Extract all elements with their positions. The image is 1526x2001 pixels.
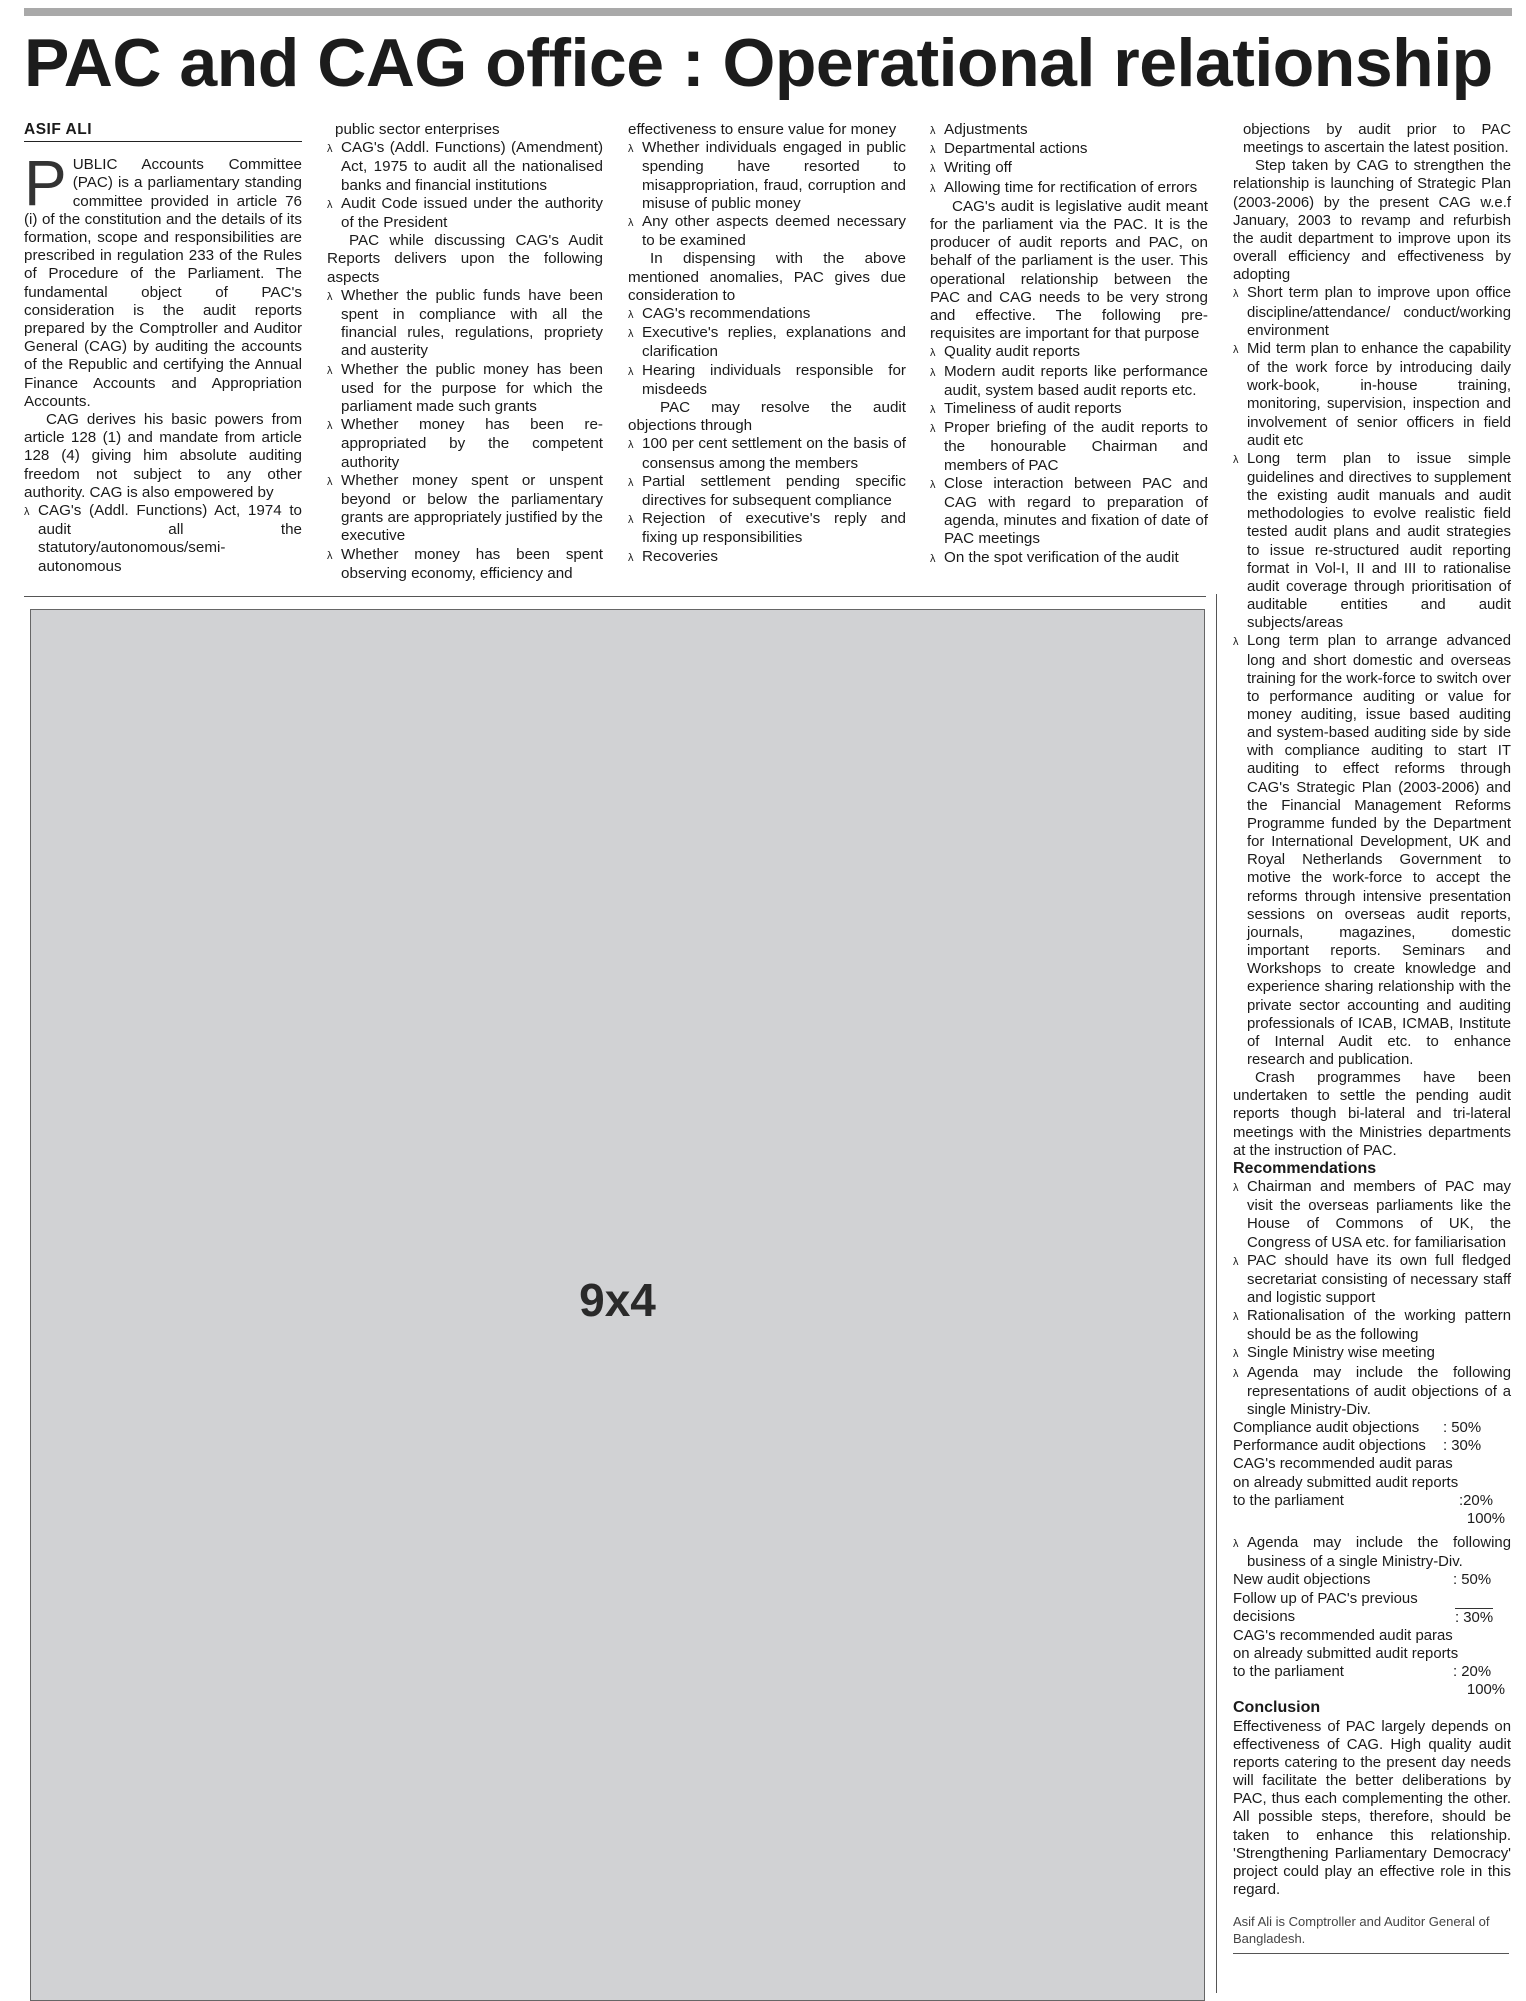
- table-value: : 30%: [1455, 1609, 1494, 1626]
- author-bio: Asif Ali is Comptroller and Auditor General of Bangladesh.: [1233, 1914, 1490, 1947]
- bullet-item: [24, 502, 302, 576]
- bullet-icon: λ: [628, 476, 634, 489]
- paragraph: effectiveness to ensure value for money: [628, 121, 897, 138]
- bullet-icon: λ: [327, 143, 333, 156]
- bullet-text: Recoveries: [642, 547, 718, 565]
- bullet-item: [628, 305, 906, 324]
- paragraph: Crash programmes have been undertaken to settle the pending audit reports though bi-lateral and tri-lateral meetings with the Ministries departments at the instruction of PAC.: [1233, 1070, 1511, 1159]
- bullet-text: Rejection of executive's reply and fixing up responsibilities: [642, 510, 906, 547]
- table-label: to the parliament: [1233, 1664, 1344, 1681]
- bullet-item: [930, 549, 1208, 568]
- bullet-icon: λ: [930, 347, 936, 360]
- paragraph: CAG's audit is legislative audit meant for the parliament via the PAC. It is the producer of audit reports and PAC, on behalf of the parliament is the user. This operational relationship between the PAC and CAG needs to be very strong and effective. The following pre-requisites are important for that purpose: [930, 197, 1208, 343]
- top-rule: [24, 8, 1512, 16]
- bullet-icon: λ: [327, 290, 333, 303]
- bullet-item: [930, 475, 1208, 549]
- lead-text: UBLIC Accounts Committee (PAC) is a parliamentary standing committee provided in article 76 (i) of the constitution and the details of its formation, scope and responsibilities are prescribed in regulation 233 of the Rules of Procedure of the Parliament. The fundamental object of PAC's consideration is the audit reports prepared by the Comptroller and Auditor General (CAG) by auditing the accounts of the Republic and certifying the Annual Finance Accounts and Appropriation Accounts.: [24, 156, 302, 410]
- bullet-text: Quality audit reports: [944, 343, 1080, 361]
- bullet-item: [1233, 632, 1511, 1069]
- table-value: : 20%: [1453, 1664, 1492, 1681]
- paragraph: public sector enterprises: [335, 121, 500, 138]
- bullet-text: CAG's recommendations: [642, 305, 811, 323]
- article-column-5: [1233, 121, 1511, 1947]
- table-total: 100%: [1466, 1682, 1505, 1699]
- table-line: CAG's recommended audit paras: [1233, 1456, 1453, 1473]
- bullet-item: [1233, 1364, 1511, 1419]
- bullet-text: Whether money spent or unspent beyond or below the parliamentary grants are appropriately justified by the executive: [341, 471, 603, 545]
- bullet-icon: λ: [628, 439, 634, 452]
- bullet-text: Long term plan to arrange advanced long and short domestic and overseas training for the work-force to switch over to performance auditing or value for money auditing, issue based auditing and system-based auditing side by side with compliance auditing to start IT auditing to effect reforms through CAG's Strategic Plan (2003-2006) and the Financial Management Reforms Programme funded by the Department for International Development, UK and Royal Netherlands Government to motive the work-force to accept the reforms through intensive presentation sessions on overseas audit reports, journals, magazines, domestic important reports. Seminars and Workshops to create knowledge and experience sharing relationship with the private sector accounting and auditing professionals of ICAB, ICMAB, Institute of Internal Audit etc. to enhance research and publication.: [1247, 633, 1511, 1068]
- bullet-item: [1233, 1252, 1511, 1307]
- bullet-icon: λ: [1233, 636, 1239, 649]
- bullet-item: [628, 510, 906, 547]
- bullet-icon: λ: [628, 365, 634, 378]
- bullet-icon: λ: [1233, 1367, 1239, 1380]
- bullet-item: [327, 546, 603, 583]
- bullet-text: Allowing time for rectification of errors: [944, 178, 1198, 196]
- bullet-icon: λ: [628, 514, 634, 527]
- paragraph: Effectiveness of PAC largely depends on effectiveness of CAG. High quality audit reports catering to the present day needs will facilitate the better deliberations by PAC, thus each complementing the other. All possible steps, therefore, should be taken to enhance this relationship. 'Strengthening Parliamentary Democracy' project could play an effective role in this regard.: [1233, 1718, 1511, 1898]
- bullet-item: [1233, 284, 1511, 339]
- bullet-text: PAC should have its own full fledged secretariat consisting of necessary staff and logistic support: [1247, 1252, 1511, 1306]
- table-row: [1233, 1608, 1511, 1627]
- bullet-icon: λ: [327, 198, 333, 211]
- bullet-icon: λ: [24, 506, 30, 519]
- bullet-icon: λ: [1233, 1182, 1239, 1195]
- bullet-item: [930, 400, 1208, 419]
- bullet-item: [628, 139, 906, 213]
- bullet-item: [930, 159, 1208, 178]
- article-column-1: [24, 121, 302, 576]
- bullet-text: Whether the public money has been used for the purpose for which the parliament made such grants: [341, 360, 603, 416]
- table-row: [1233, 1663, 1511, 1681]
- bullet-icon: λ: [930, 404, 936, 417]
- bullet-item: [327, 287, 603, 361]
- bullet-icon: λ: [628, 217, 634, 230]
- paragraph: objections by audit prior to PAC meetings to ascertain the latest position.: [1243, 122, 1511, 157]
- bullet-item: [930, 121, 1208, 140]
- drop-cap: P: [24, 147, 67, 220]
- bullet-text: Rationalisation of the working pattern should be as the following: [1247, 1308, 1511, 1344]
- article-column-3: [628, 121, 906, 567]
- bullet-icon: λ: [327, 475, 333, 488]
- column-divider: [1216, 594, 1217, 1993]
- table-label: to the parliament: [1233, 1492, 1344, 1509]
- table-line: Follow up of PAC's previous: [1233, 1590, 1418, 1607]
- bullet-text: Any other aspects deemed necessary to be examined: [642, 213, 906, 250]
- bullet-item: [628, 324, 906, 361]
- bullet-item: [628, 362, 906, 399]
- end-rule: [1233, 1953, 1509, 1954]
- bullet-icon: λ: [1233, 343, 1239, 356]
- bullet-item: [327, 361, 603, 417]
- bullet-item: [327, 472, 603, 546]
- bullet-text: 100 per cent settlement on the basis of consensus among the members: [642, 435, 906, 472]
- table-label: decisions: [1233, 1608, 1296, 1625]
- bullet-text: Long term plan to issue simple guidelines and directives to supplement the existing audit manuals and audit methodologies to evolve realistic field tested audit plans and audit strategies to issue re-structured audit reporting format in Vol-I, II and III to rationalise audit coverage through prioritisation of auditable entities and audit subjects/areas: [1247, 450, 1511, 632]
- bullet-item: [327, 195, 603, 232]
- bullet-icon: λ: [1233, 288, 1239, 301]
- bullet-icon: λ: [930, 478, 936, 491]
- table-value: : 50%: [1453, 1572, 1492, 1589]
- table-line: CAG's recommended audit paras: [1233, 1627, 1453, 1644]
- table-value: : 30%: [1443, 1438, 1482, 1455]
- bullet-text: Hearing individuals responsible for misdeeds: [642, 361, 906, 398]
- paragraph: Step taken by CAG to strengthen the relationship is launching of Strategic Plan (2003-2006) by the present CAG w.e.f January, 2003 to revamp and refurbish the audit department to improve upon its overall efficiency and effectiveness by adopting: [1233, 158, 1511, 284]
- bullet-item: [930, 140, 1208, 159]
- bullet-icon: λ: [628, 328, 634, 341]
- paragraph: CAG derives his basic powers from article 128 (1) and mandate from article 128 (4) giving him absolute auditing freedom not subject to any other authority. CAG is also empowered by: [24, 411, 302, 501]
- bullet-text: Mid term plan to enhance the capability of the work force by introducing daily work-book, in-house training, monitoring, supervision, inspection and involvement of senior officers in field audit etc: [1247, 340, 1511, 449]
- bullet-icon: λ: [1233, 1255, 1239, 1268]
- bullet-item: [1233, 340, 1511, 450]
- table-value: :20%: [1459, 1492, 1493, 1509]
- bullet-text: Whether the public funds have been spent in compliance with all the financial rules, regulations, propriety and austerity: [341, 286, 603, 360]
- bullet-icon: λ: [327, 420, 333, 433]
- subheading-recommendations: Recommendations: [1233, 1159, 1377, 1177]
- bullet-item: [930, 343, 1208, 362]
- bullet-text: Agenda may include the following business of a single Ministry-Div.: [1247, 1535, 1511, 1571]
- bullet-item: [327, 139, 603, 195]
- bullet-icon: λ: [1233, 1348, 1239, 1361]
- bullet-text: Audit Code issued under the authority of the President: [341, 194, 603, 232]
- table-label: Compliance audit objections: [1233, 1420, 1420, 1437]
- bullet-item: [327, 416, 603, 472]
- table-row: [1233, 1437, 1511, 1455]
- bullet-text: Whether individuals engaged in public spending have resorted to misappropriation, fraud, corruption and misuse of public money: [642, 139, 906, 212]
- bullet-item: [1233, 450, 1511, 633]
- bullet-text: Whether money has been re-appropriated by the competent authority: [341, 416, 603, 471]
- ad-placeholder: [30, 609, 1205, 2001]
- bullet-text: CAG's (Addl. Functions) (Amendment) Act, 1975 to audit all the nationalised banks and financial institutions: [341, 139, 603, 194]
- bullet-icon: λ: [930, 144, 936, 157]
- paragraph: PAC while discussing CAG's Audit Reports delivers upon the following aspects: [327, 232, 603, 286]
- bullet-text: Close interaction between PAC and CAG with regard to preparation of agenda, minutes and fixation of date of PAC meetings: [944, 474, 1208, 548]
- bullet-text: Adjustments: [944, 121, 1028, 138]
- bullet-text: Agenda may include the following representations of audit objections of a single Ministry-Div.: [1247, 1364, 1511, 1418]
- bullet-text: Partial settlement pending specific directives for subsequent compliance: [642, 472, 906, 510]
- bullet-item: [628, 548, 906, 567]
- bullet-text: Whether money has been spent observing economy, efficiency and: [341, 545, 603, 582]
- bullet-item: [628, 213, 906, 250]
- bullet-icon: λ: [1233, 1538, 1239, 1551]
- table-line: on already submitted audit reports: [1233, 1645, 1459, 1662]
- subheading-conclusion: Conclusion: [1233, 1699, 1321, 1717]
- table-row: [1233, 1419, 1511, 1437]
- bullet-icon: λ: [327, 549, 333, 562]
- bullet-icon: λ: [930, 182, 936, 195]
- bullet-item: [1233, 1534, 1511, 1571]
- bullet-text: Timeliness of audit reports: [944, 400, 1122, 418]
- section-divider: [24, 596, 1206, 597]
- lead-paragraph: [24, 147, 302, 411]
- bullet-text: Writing off: [944, 159, 1012, 177]
- bullet-text: Chairman and members of PAC may visit the overseas parliaments like the House of Commons of UK, the Congress of USA etc. for familiarisation: [1247, 1179, 1511, 1251]
- bullet-icon: λ: [930, 366, 936, 379]
- article-column-4: [930, 121, 1208, 568]
- bullet-item: [1233, 1307, 1511, 1344]
- bullet-text: Executive's replies, explanations and clarification: [642, 324, 906, 361]
- bullet-item: [628, 435, 906, 472]
- bullet-icon: λ: [1233, 453, 1239, 466]
- bullet-item: [628, 473, 906, 510]
- bullet-text: Proper briefing of the audit reports to the honourable Chairman and members of PAC: [944, 419, 1208, 474]
- paragraph: In dispensing with the above mentioned anomalies, PAC gives due consideration to: [628, 250, 906, 304]
- bullet-icon: λ: [930, 423, 936, 436]
- table-label: Performance audit objections: [1233, 1438, 1426, 1455]
- table-label: New audit objections: [1233, 1572, 1371, 1589]
- agenda-table-1: [1233, 1419, 1511, 1528]
- bullet-icon: λ: [628, 143, 634, 156]
- bullet-item: [930, 363, 1208, 400]
- bullet-text: Departmental actions: [944, 140, 1088, 158]
- table-row: [1233, 1571, 1511, 1589]
- table-line: on already submitted audit reports: [1233, 1474, 1459, 1491]
- bullet-item: [1233, 1178, 1511, 1252]
- bullet-icon: λ: [1233, 1311, 1239, 1324]
- bullet-text: CAG's (Addl. Functions) Act, 1974 to audit all the statutory/autonomous/semi-autonomous: [38, 502, 302, 575]
- bullet-icon: λ: [628, 309, 634, 322]
- bullet-text: Short term plan to improve upon office discipline/attendance/ conduct/working environment: [1247, 285, 1511, 339]
- ad-size-label: 9x4: [579, 1274, 656, 1326]
- agenda-table-2: [1233, 1571, 1511, 1699]
- headline: PAC and CAG office : Operational relationship: [24, 25, 1493, 101]
- bullet-item: [1233, 1344, 1511, 1363]
- bullet-item: [930, 419, 1208, 475]
- bullet-icon: λ: [628, 551, 634, 564]
- bullet-item: [930, 179, 1208, 198]
- bullet-icon: λ: [930, 125, 936, 137]
- bullet-text: Single Ministry wise meeting: [1247, 1345, 1435, 1362]
- table-value: : 50%: [1443, 1420, 1482, 1437]
- bullet-text: Modern audit reports like performance audit, system based audit reports etc.: [944, 362, 1208, 399]
- bullet-icon: λ: [327, 364, 333, 377]
- bullet-icon: λ: [930, 163, 936, 176]
- table-row: [1233, 1492, 1511, 1510]
- article-column-2: [327, 121, 603, 583]
- paragraph: PAC may resolve the audit objections through: [628, 399, 906, 435]
- bullet-icon: λ: [930, 552, 936, 565]
- bullet-text: On the spot verification of the audit: [944, 548, 1179, 566]
- table-total: 100%: [1466, 1510, 1505, 1527]
- byline: ASIF ALI: [24, 121, 302, 142]
